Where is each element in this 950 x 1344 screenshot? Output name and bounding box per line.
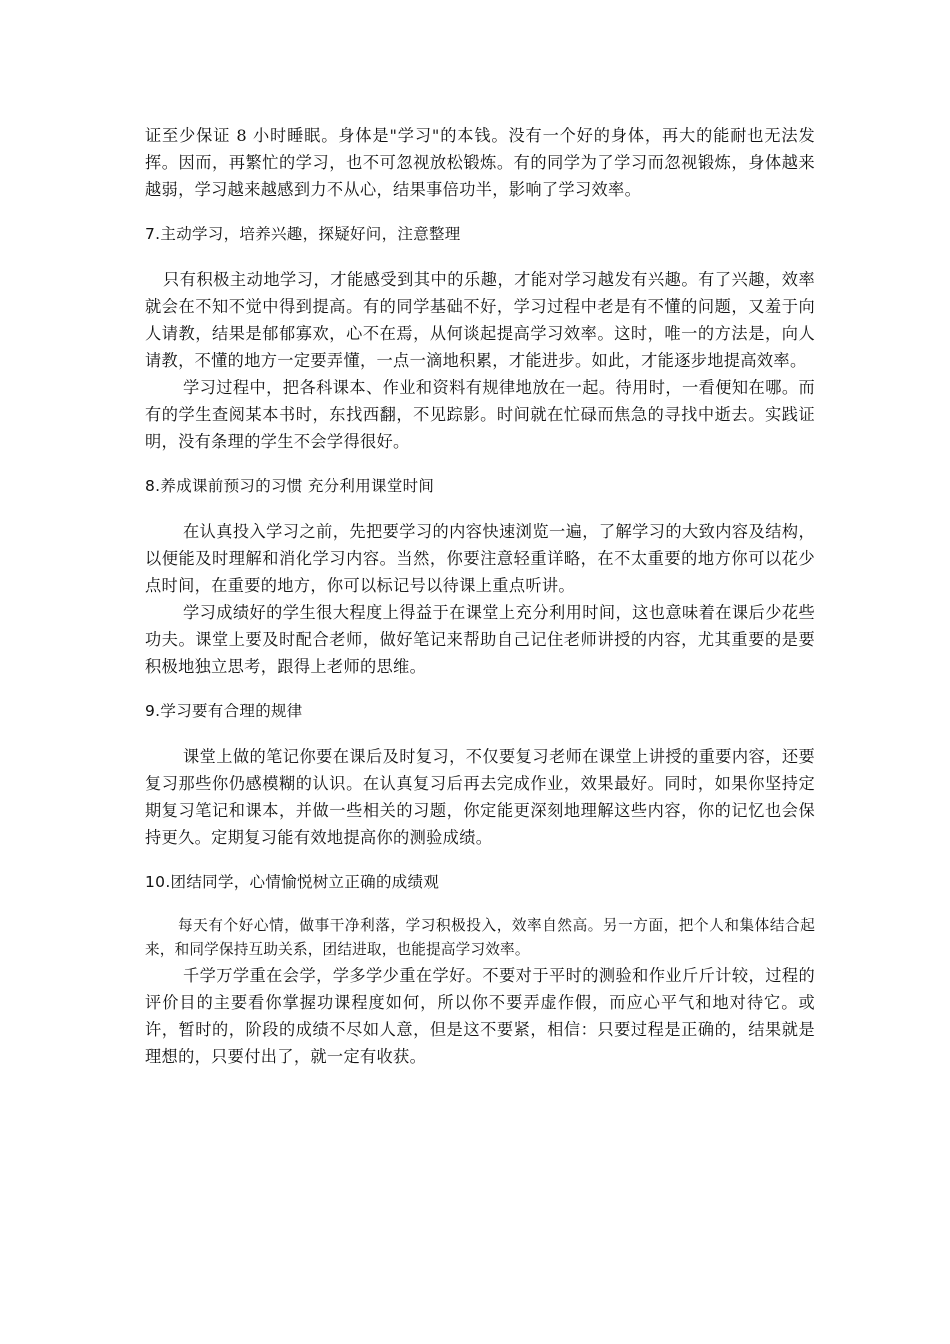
- section-8-paragraph-1: 在认真投入学习之前，先把要学习的内容快速浏览一遍，了解学习的大致内容及结构，以便能及时理解和消化学习内容。当然，你要注意轻重详略，在不太重要的地方你可以花少点时间，在重要的地方，你可以标记号以待课上重点听讲。: [145, 522, 815, 595]
- section-8-heading: 8.养成课前预习的习惯 充分利用课堂时间: [145, 477, 435, 495]
- section-9-heading: 9.学习要有合理的规律: [145, 702, 303, 720]
- document-page: [145, 122, 815, 1070]
- section-7-paragraph-2: 学习过程中，把各科课本、作业和资料有规律地放在一起。待用时，一看便知在哪。而有的学生查阅某本书时，东找西翻，不见踪影。时间就在忙碌而焦急的寻找中逝去。实践证明，没有条理的学生不会学得很好。: [145, 378, 815, 451]
- section-10-paragraph-1: 每天有个好心情，做事干净利落，学习积极投入，效率自然高。另一方面，把个人和集体结合起来，和同学保持互助关系，团结进取，也能提高学习效率。: [145, 917, 815, 958]
- section-9-paragraph-1: 课堂上做的笔记你要在课后及时复习，不仅要复习老师在课堂上讲授的重要内容，还要复习那些你仍感模糊的认识。在认真复习后再去完成作业，效果最好。同时，如果你坚持定期复习笔记和课本，并做一些相关的习题，你定能更深刻地理解这些内容，你的记忆也会保持更久。定期复习能有效地提高你的测验成绩。: [145, 747, 815, 847]
- section-10-paragraph-2: 千学万学重在会学，学多学少重在学好。不要对于平时的测验和作业斤斤计较，过程的评价目的主要看你掌握功课程度如何，所以你不要弄虚作假，而应心平气和地对待它。或许，暂时的，阶段的成绩不尽如人意，但是这不要紧，相信：只要过程是正确的，结果就是理想的，只要付出了，就一定有收获。: [145, 966, 815, 1066]
- section-8-paragraph-2: 学习成绩好的学生很大程度上得益于在课堂上充分利用时间，这也意味着在课后少花些功夫。课堂上要及时配合老师，做好笔记来帮助自己记住老师讲授的内容，尤其重要的是要积极地独立思考，跟得上老师的思维。: [145, 603, 815, 676]
- section-10-heading: 10.团结同学，心情愉悦树立正确的成绩观: [145, 873, 440, 891]
- section-7-heading: 7.主动学习，培养兴趣，探疑好问，注意整理: [145, 225, 461, 243]
- intro-paragraph: 证至少保证 8 小时睡眠。身体是"学习"的本钱。没有一个好的身体，再大的能耐也无法发挥。因而，再繁忙的学习，也不可忽视放松锻炼。有的同学为了学习而忽视锻炼，身体越来越弱，学习越来越感到力不从心，结果事倍功半，影响了学习效率。: [145, 126, 815, 199]
- section-7-paragraph-1: 只有积极主动地学习，才能感受到其中的乐趣，才能对学习越发有兴趣。有了兴趣，效率就会在不知不觉中得到提高。有的同学基础不好，学习过程中老是有不懂的问题，又羞于向人请教，结果是郁郁寡欢，心不在焉，从何谈起提高学习效率。这时，唯一的方法是，向人请教，不懂的地方一定要弄懂，一点一滴地积累，才能进步。如此，才能逐步地提高效率。: [145, 270, 815, 370]
